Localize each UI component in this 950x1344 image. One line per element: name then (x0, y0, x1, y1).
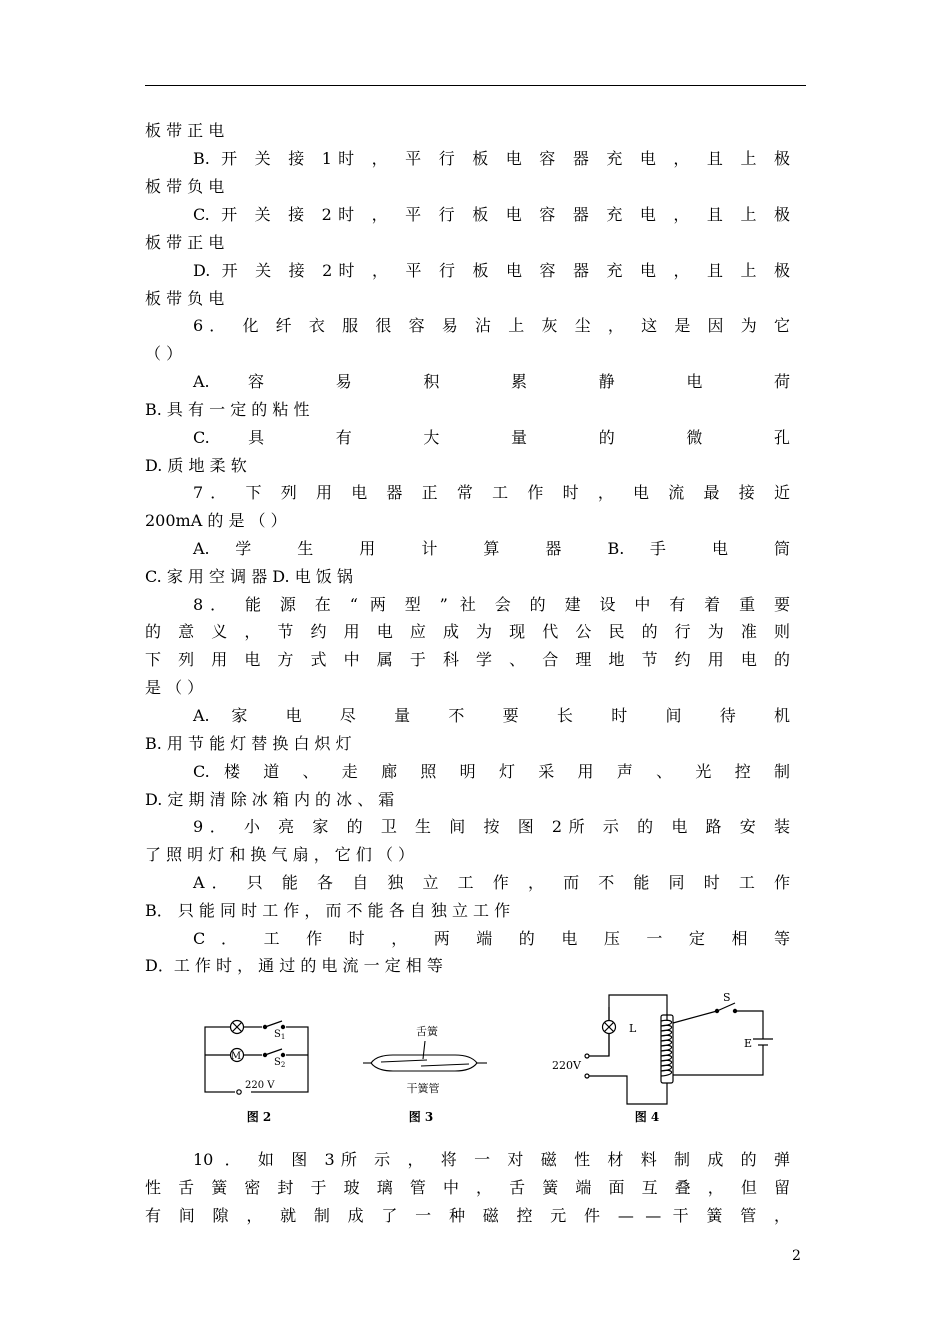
fig3-bottom-label: 干簧管 (406, 1082, 440, 1095)
figure-3-reed-switch (363, 1041, 487, 1071)
glass-tube-icon (371, 1055, 477, 1071)
text-line: C. 开 关 接 2时 ， 平 行 板 电 容 器 充 电 ， 且 上 极 (193, 205, 790, 224)
text-line: D. 质 地 柔 软 (145, 456, 247, 475)
switch-s2-label: S (274, 1057, 281, 1068)
text-line: 的 意 义 ， 节 约 用 电 应 成 为 现 代 公 民 的 行 为 准 则 (145, 622, 790, 641)
text-line: 7． 下 列 用 电 器 正 常 工 作 时 ， 电 流 最 接 近 (193, 483, 790, 502)
motor-label: M (230, 1051, 242, 1062)
text-line: （ ） (145, 344, 183, 363)
text-line: 是 （ ） (145, 678, 204, 697)
figures-row (195, 985, 795, 1130)
fig2-caption: 图 2 (246, 1110, 272, 1124)
text-line: 10 ． 如 图 3所 示 ， 将 一 对 磁 性 材 料 制 成 的 弹 (193, 1150, 790, 1169)
switch-s1-label: S (274, 1029, 281, 1040)
fig4-voltage: 220V (552, 1059, 581, 1072)
text-line: 200mA 的 是 （ ） (145, 511, 287, 530)
text-line: 了 照 明 灯 和 换 气 扇 ， 它 们 （ ） (145, 845, 415, 864)
text-line: B. 具 有 一 定 的 粘 性 (145, 400, 310, 419)
text-line: B． 只 能 同 时 工 作 ， 而 不 能 各 自 独 立 工 作 (145, 901, 511, 920)
text-line: B. 开 关 接 1时 ， 平 行 板 电 容 器 充 电 ， 且 上 极 (193, 149, 790, 168)
fig3-caption: 图 3 (408, 1110, 434, 1124)
text-line: A. 学 生 用 计 算 器 B. 手 电 筒 (193, 539, 790, 558)
text-line: D. 开 关 接 2时 ， 平 行 板 电 容 器 充 电 ， 且 上 极 (193, 261, 790, 280)
fig3-top-label: 舌簧 (416, 1025, 438, 1038)
text-line: A． 只 能 各 自 独 立 工 作 ， 而 不 能 同 时 工 作 (193, 873, 790, 892)
text-line: B. 用 节 能 灯 替 换 白 炽 灯 (145, 734, 352, 753)
text-line: 有 间 隙 ， 就 制 成 了 一 种 磁 控 元 件 — — 干 簧 管 ， (145, 1206, 790, 1225)
switch-s1-subscript: 1 (280, 1033, 286, 1041)
text-line: C. 楼 道 、 走 廊 照 明 灯 采 用 声 、 光 控 制 (193, 762, 790, 781)
text-line: 板 带 正 电 (145, 121, 225, 140)
text-line: C. 家 用 空 调 器 D. 电 饭 锅 (145, 567, 353, 586)
coil-icon (661, 1020, 672, 1076)
fig4-caption: 图 4 (634, 1110, 660, 1124)
switch-s2-subscript: 2 (280, 1061, 286, 1069)
text-line: 6． 化 纤 衣 服 很 容 易 沾 上 灰 尘 ， 这 是 因 为 它 (193, 316, 790, 335)
text-line: A. 家 电 尽 量 不 要 长 时 间 待 机 (193, 706, 790, 725)
figures-svg (195, 985, 795, 1130)
text-line: D. 定 期 清 除 冰 箱 内 的 冰 、 霜 (145, 790, 395, 809)
text-line: A. 容 易 积 累 静 电 荷 (193, 372, 790, 391)
fig4-lamp-label: L (629, 1022, 637, 1035)
fig2-voltage: 220 V (245, 1080, 275, 1091)
text-line: 9． 小 亮 家 的 卫 生 间 按 图 2所 示 的 电 路 安 装 (193, 817, 790, 836)
text-line: C ． 工 作 时 ， 两 端 的 电 压 一 定 相 等 (193, 929, 790, 948)
text-line: 板 带 正 电 (145, 233, 225, 252)
text-line: 下 列 用 电 方 式 中 属 于 科 学 、 合 理 地 节 约 用 电 的 (145, 650, 790, 669)
text-line: 8． 能 源 在 “ 两 型 ” 社 会 的 建 设 中 有 着 重 要 (193, 595, 790, 614)
header-rule (145, 85, 806, 86)
text-line: D．工 作 时 ， 通 过 的 电 流 一 定 相 等 (145, 956, 443, 975)
text-line: 板 带 负 电 (145, 289, 225, 308)
fig4-battery-label: E (744, 1037, 753, 1050)
text-line: 板 带 负 电 (145, 177, 225, 196)
text-line: 性 舌 簧 密 封 于 玻 璃 管 中 ， 舌 簧 端 面 互 叠 ， 但 留 (145, 1178, 790, 1197)
page-number: 2 (792, 1248, 801, 1264)
fig4-switch-label: S (723, 991, 731, 1004)
switch-s-icon (717, 1003, 735, 1011)
text-line: C. 具 有 大 量 的 微 孔 (193, 428, 790, 447)
